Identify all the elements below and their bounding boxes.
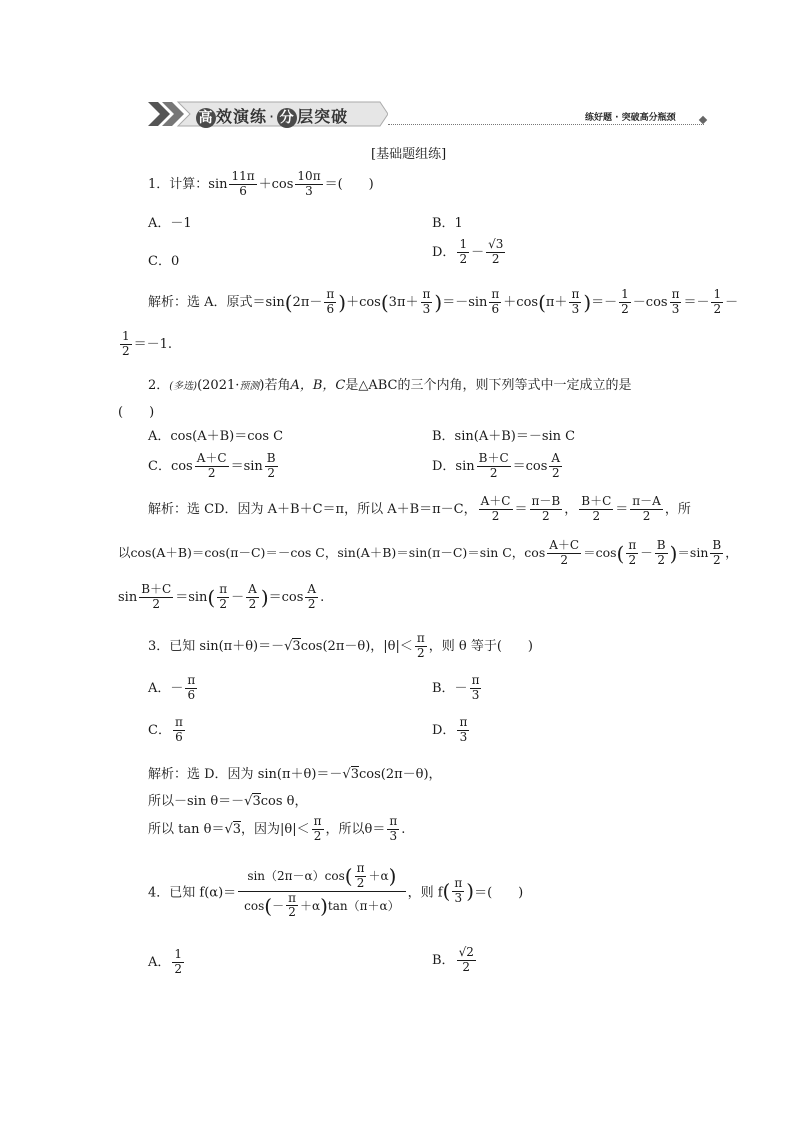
q1-solution: 解析：选 A．原式＝sin(2π－ $\frac{\pi}{6}$ )＋cos(3π＋ $\frac{\pi}{3}$ )＝－sin $\frac{\pi}{6}$ ＋cos(π＋ $\frac{\pi}{3}$ )＝－ $\frac{1}{2}$ －cos $\frac{\pi}{3}$ ＝－ $\frac{1}{2}$ － [148, 287, 739, 316]
q1-option-c: C．0 [148, 254, 180, 269]
q4-main-fraction: sin（2π－α）cos( $\frac{\pi}{2}$ ＋α) cos(－ $\frac{\pi}{2}$ ＋α)tan（π＋α） [238, 862, 405, 920]
q4-stem: 4．已知 f(α)＝ sin（2π－α）cos( $\frac{\pi}{2}$ ＋α) cos(－ $\frac{\pi}{2}$ ＋α)tan（π＋α） ，则 f( $\frac{\pi}{3}$ )＝( ) [148, 861, 524, 920]
q1-option-a: A．－1 [148, 216, 192, 231]
q1-tail: ＝( ) [324, 176, 374, 192]
q2-option-c: C．cos $\frac{A+C}{2}$ ＝sin $\frac{B}{2}$ [148, 451, 276, 480]
q3-solution-line-3: 所以 tan θ＝√3，因为|θ|＜ $\frac{\pi}{2}$ ，所以θ＝ $\frac{\pi}{3}$ . [148, 814, 406, 843]
q2-option-b: B．sin(A＋B)＝－sin C [432, 429, 576, 444]
q2-paren: ( ) [118, 405, 155, 420]
q1-frac-1: $\frac{11\pi}{6}$ [231, 169, 255, 198]
q4-option-b: B． $\frac{√2}{2}$ [432, 945, 474, 974]
q3-option-c: C． $\frac{\pi}{6}$ [148, 715, 183, 744]
diamond-icon [699, 116, 707, 124]
header-rule [388, 124, 704, 125]
q1-option-d: D． $\frac{1}{2}$ － $\frac{√3}{2}$ [432, 237, 504, 266]
banner-char-2: 效 [216, 107, 234, 126]
q1-solution-line-2: $\frac{1}{2}$ ＝－1. [122, 329, 173, 358]
banner-char-1: 高 [196, 108, 216, 128]
section-title: [基础题组练] [371, 147, 447, 162]
q2-solution-line-2: 以cos(A＋B)＝cos(π－C)＝－cos C，sin(A＋B)＝sin(π－C)＝sin C，cos $\frac{A+C}{2}$ ＝cos( $\frac{\pi}{2}$ － $\frac{B}{2}$ )＝sin $\frac{B}{2}$ ， [118, 538, 738, 567]
q1-d-frac-2: $\frac{√3}{2}$ [488, 237, 504, 266]
q3-option-b: B．－ $\frac{\pi}{3}$ [432, 673, 480, 702]
q4-option-a: A． $\frac{1}{2}$ [148, 947, 183, 976]
banner-title [196, 104, 348, 128]
q1-mid: ＋cos [258, 176, 294, 192]
q3-option-a: A．－ $\frac{\pi}{6}$ [148, 673, 196, 702]
q1-d-frac-1: $\frac{1}{2}$ [459, 237, 468, 266]
banner-text-2: 层突破 [297, 107, 349, 126]
q1-frac-2: $\frac{10\pi}{3}$ [297, 169, 321, 198]
q1-option-b: B．1 [432, 216, 463, 231]
header-slogan: 练好题 · 突破高分瓶颈 [585, 113, 676, 123]
q2-stem: 2．(多选)(2021·预测)若角A，B，C是△ABC的三个内角，则下列等式中一定成立的是 [148, 378, 632, 393]
banner-dot: · [269, 107, 276, 126]
q3-stem: 3．已知 sin(π＋θ)＝－√3cos(2π－θ)，|θ|＜ $\frac{\pi}{2}$ ，则 θ 等于( ) [148, 631, 533, 660]
q2-option-d: D．sin $\frac{B+C}{2}$ ＝cos $\frac{A}{2}$ [432, 451, 561, 480]
q2-option-a: A．cos(A＋B)＝cos C [148, 429, 284, 444]
q1-stem [148, 170, 374, 199]
q1-stem-text: 1．计算：sin [148, 176, 228, 192]
q3-option-d: D． $\frac{\pi}{3}$ [432, 715, 468, 744]
q2-solution-line-1: 解析：选 CD．因为 A＋B＋C＝π，所以 A＋B＝π－C， $\frac{A+C}{2}$ ＝ $\frac{\pi-B}{2}$ ， $\frac{B+C}{2}$ ＝ $\frac{\pi-A}{2}$ ，所 [148, 494, 691, 523]
q2-solution-line-3: sin $\frac{B+C}{2}$ ＝sin( $\frac{\pi}{2}$ － $\frac{A}{2}$ )＝cos $\frac{A}{2}$ . [118, 582, 325, 611]
q3-solution-line-2: 所以－sin θ＝－√3cos θ， [148, 794, 308, 809]
banner-char-3: 分 [277, 108, 297, 128]
q3-solution-line-1: 解析：选 D．因为 sin(π＋θ)＝－√3cos(2π－θ)， [148, 767, 442, 782]
banner-text-1: 演练 [233, 107, 268, 126]
